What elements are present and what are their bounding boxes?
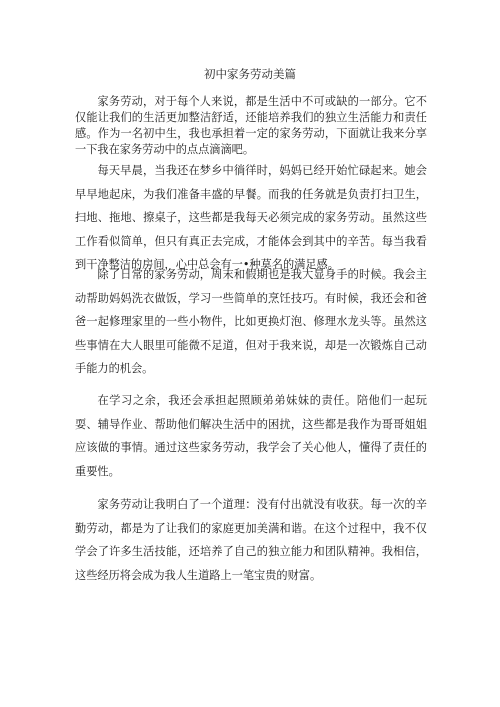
document-title: 初中家务劳动美篇 bbox=[204, 67, 296, 81]
paragraph-conclusion: 家务劳动让我明白了一个道理：没有付出就没有收获。每一次的辛勤劳动，都是为了让我们的家庭更加美满和谐。在这个过程中，我不仅学会了许多生活技能，还培养了自己的独立能力和团队精神。我相信，这些经历将会成为我人生道路上一笔宝贵的财富。 bbox=[75, 498, 427, 582]
paragraph-intro: 家务劳动，对于每个人来说，都是生活中不可或缺的一部分。它不仅能让我们的生活更加整洁舒适，还能培养我们的独立生活能力和责任感。作为一名初中生，我也承担着一定的家务劳动，下面就让我来分享一下我在家务劳动中的点点滴滴吧。 bbox=[75, 95, 427, 156]
paragraph-siblings: 在学习之余，我还会承担起照顾弟弟妹妹的责任。陪他们一起玩耍、辅导作业、帮助他们解决生活中的困扰，这些都是我作为哥哥姐姐应该做的事情。通过这些家务劳动，我学会了关心他人，懂得了责任的重要性。 bbox=[75, 394, 427, 478]
paragraph-morning: 每天早晨，当我还在梦乡中徜徉时，妈妈已经开始忙碌起来。她会早早地起床，为我们准备丰盛的早餐。而我的任务就是负责打扫卫生，扫地、拖地、擦桌子，这些都是我每天必须完成的家务劳动。虽然这些工作看似简单，但只有真正去完成，才能体会到其中的辛苦。每当我看到干净整洁的房间，心中总会有一•种莫名的满足感。 bbox=[75, 164, 427, 271]
paragraph-weekend: 除了日常的家务劳动，周末和假期也是我大显身手的时候。我会主动帮助妈妈洗衣做饭，学习一些简单的烹饪技巧。有时候，我还会和爸爸一起修理家里的一些小物件，比如更换灯泡、修理水龙头等。虽然这些事情在大人眼里可能微不足道，但对于我来说，却是一次锻炼自己动手能力的机会。 bbox=[75, 268, 427, 375]
